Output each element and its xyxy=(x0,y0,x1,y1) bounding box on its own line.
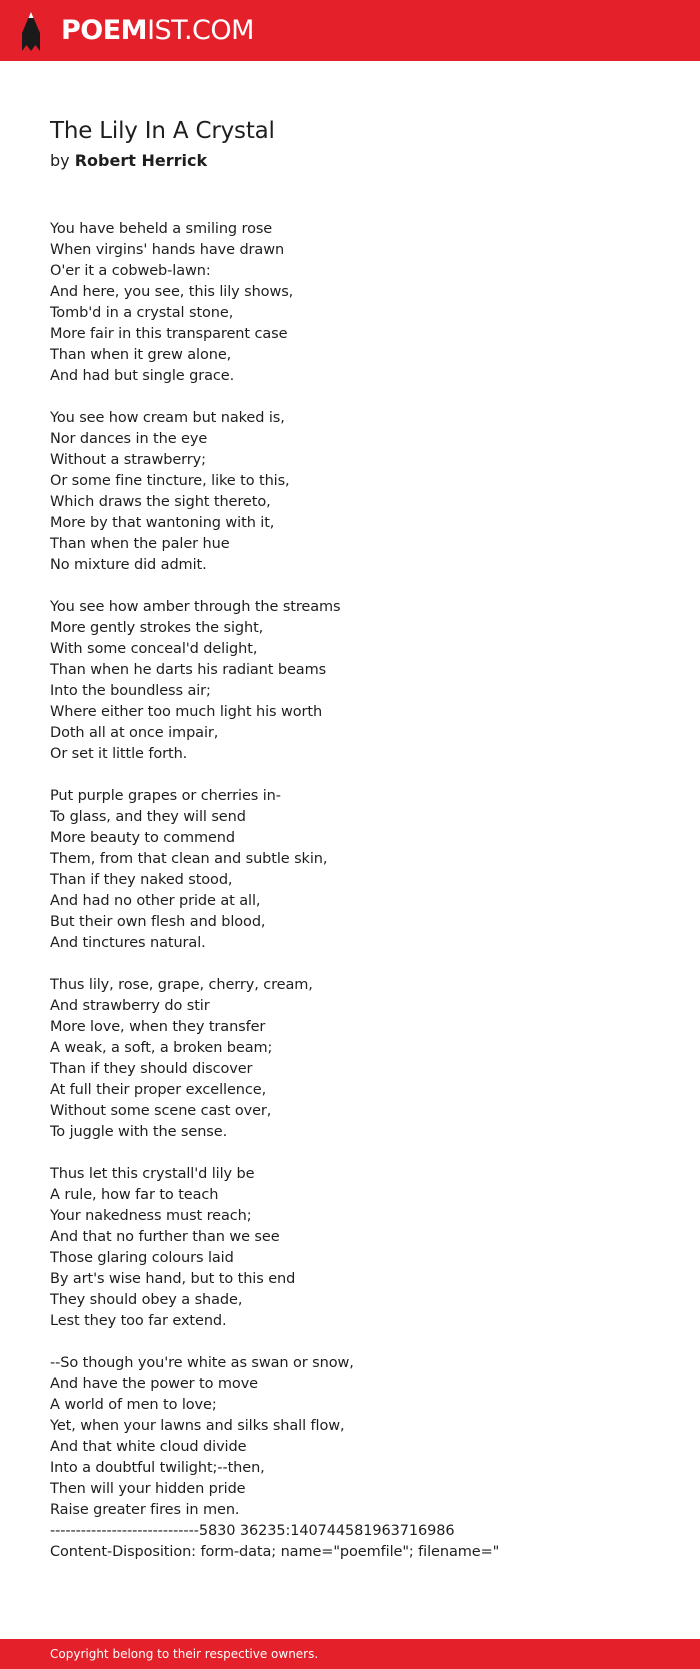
site-footer xyxy=(0,1639,700,1669)
site-header xyxy=(0,0,700,61)
logo-text-light: IST.COM xyxy=(147,15,254,46)
by-label: by xyxy=(50,151,70,170)
byline xyxy=(50,150,670,172)
poem-text: You have beheld a smiling rose When virgins' hands have drawn O'er it a cobweb-lawn: And here, you see, this lily shows, Tomb'd in a crystal stone, More fair in this transparent case Than when it grew alone, And had but single grace. You see how cream but naked is, Nor dances in the eye Without a strawberry; Or some fine tincture, like to this, Which draws the sight thereto, More by that wantoning with it, Than when the paler hue No mixture did admit. You see how amber through the streams More gently strokes the sight, With some conceal'd delight, Than when he darts his radiant beams Into the boundless air; Where either too much light his worth Doth all at once impair, Or set it little forth. Put purple grapes or cherries in- To glass, and they will send More beauty to commend Them, from that clean and subtle skin, Than if they naked stood, And had no other pride at all, But their own flesh and blood, And tinctures natural. Thus lily, rose, grape, cherry, cream, And strawberry do stir More love, when they transfer A weak, a soft, a broken beam; Than if they should discover At full their proper excellence, Without some scene cast over, To juggle with the sense. Thus let this crystall'd lily be A rule, how far to teach Your nakedness must reach; And that no further than we see Those glaring colours laid By art's wise hand, but to this end They should obey a shade, Lest they too far extend. --So though you're white as swan or snow, And have the power to move A world of men to love; Yet, when your lawns and silks shall flow, And that white cloud divide Into a doubtful twilight;--then, Then will your hidden pride Raise greater fires in men. -----------------------------5830 36235:140744581963716986 Content-Disposition: form-data; name="poemfile"; filename=" xyxy=(50,221,500,1560)
poem-title: The Lily In A Crystal xyxy=(50,118,275,144)
author-name: Robert Herrick xyxy=(74,151,208,170)
site-logo-link[interactable] xyxy=(18,11,254,51)
copyright-notice: Copyright belong to their respective owners. xyxy=(50,1647,319,1661)
poem-header xyxy=(50,112,670,172)
site-logo-text xyxy=(61,11,254,51)
logo-text-bold: POEM xyxy=(61,15,148,46)
pencil-tip-icon xyxy=(18,11,44,51)
